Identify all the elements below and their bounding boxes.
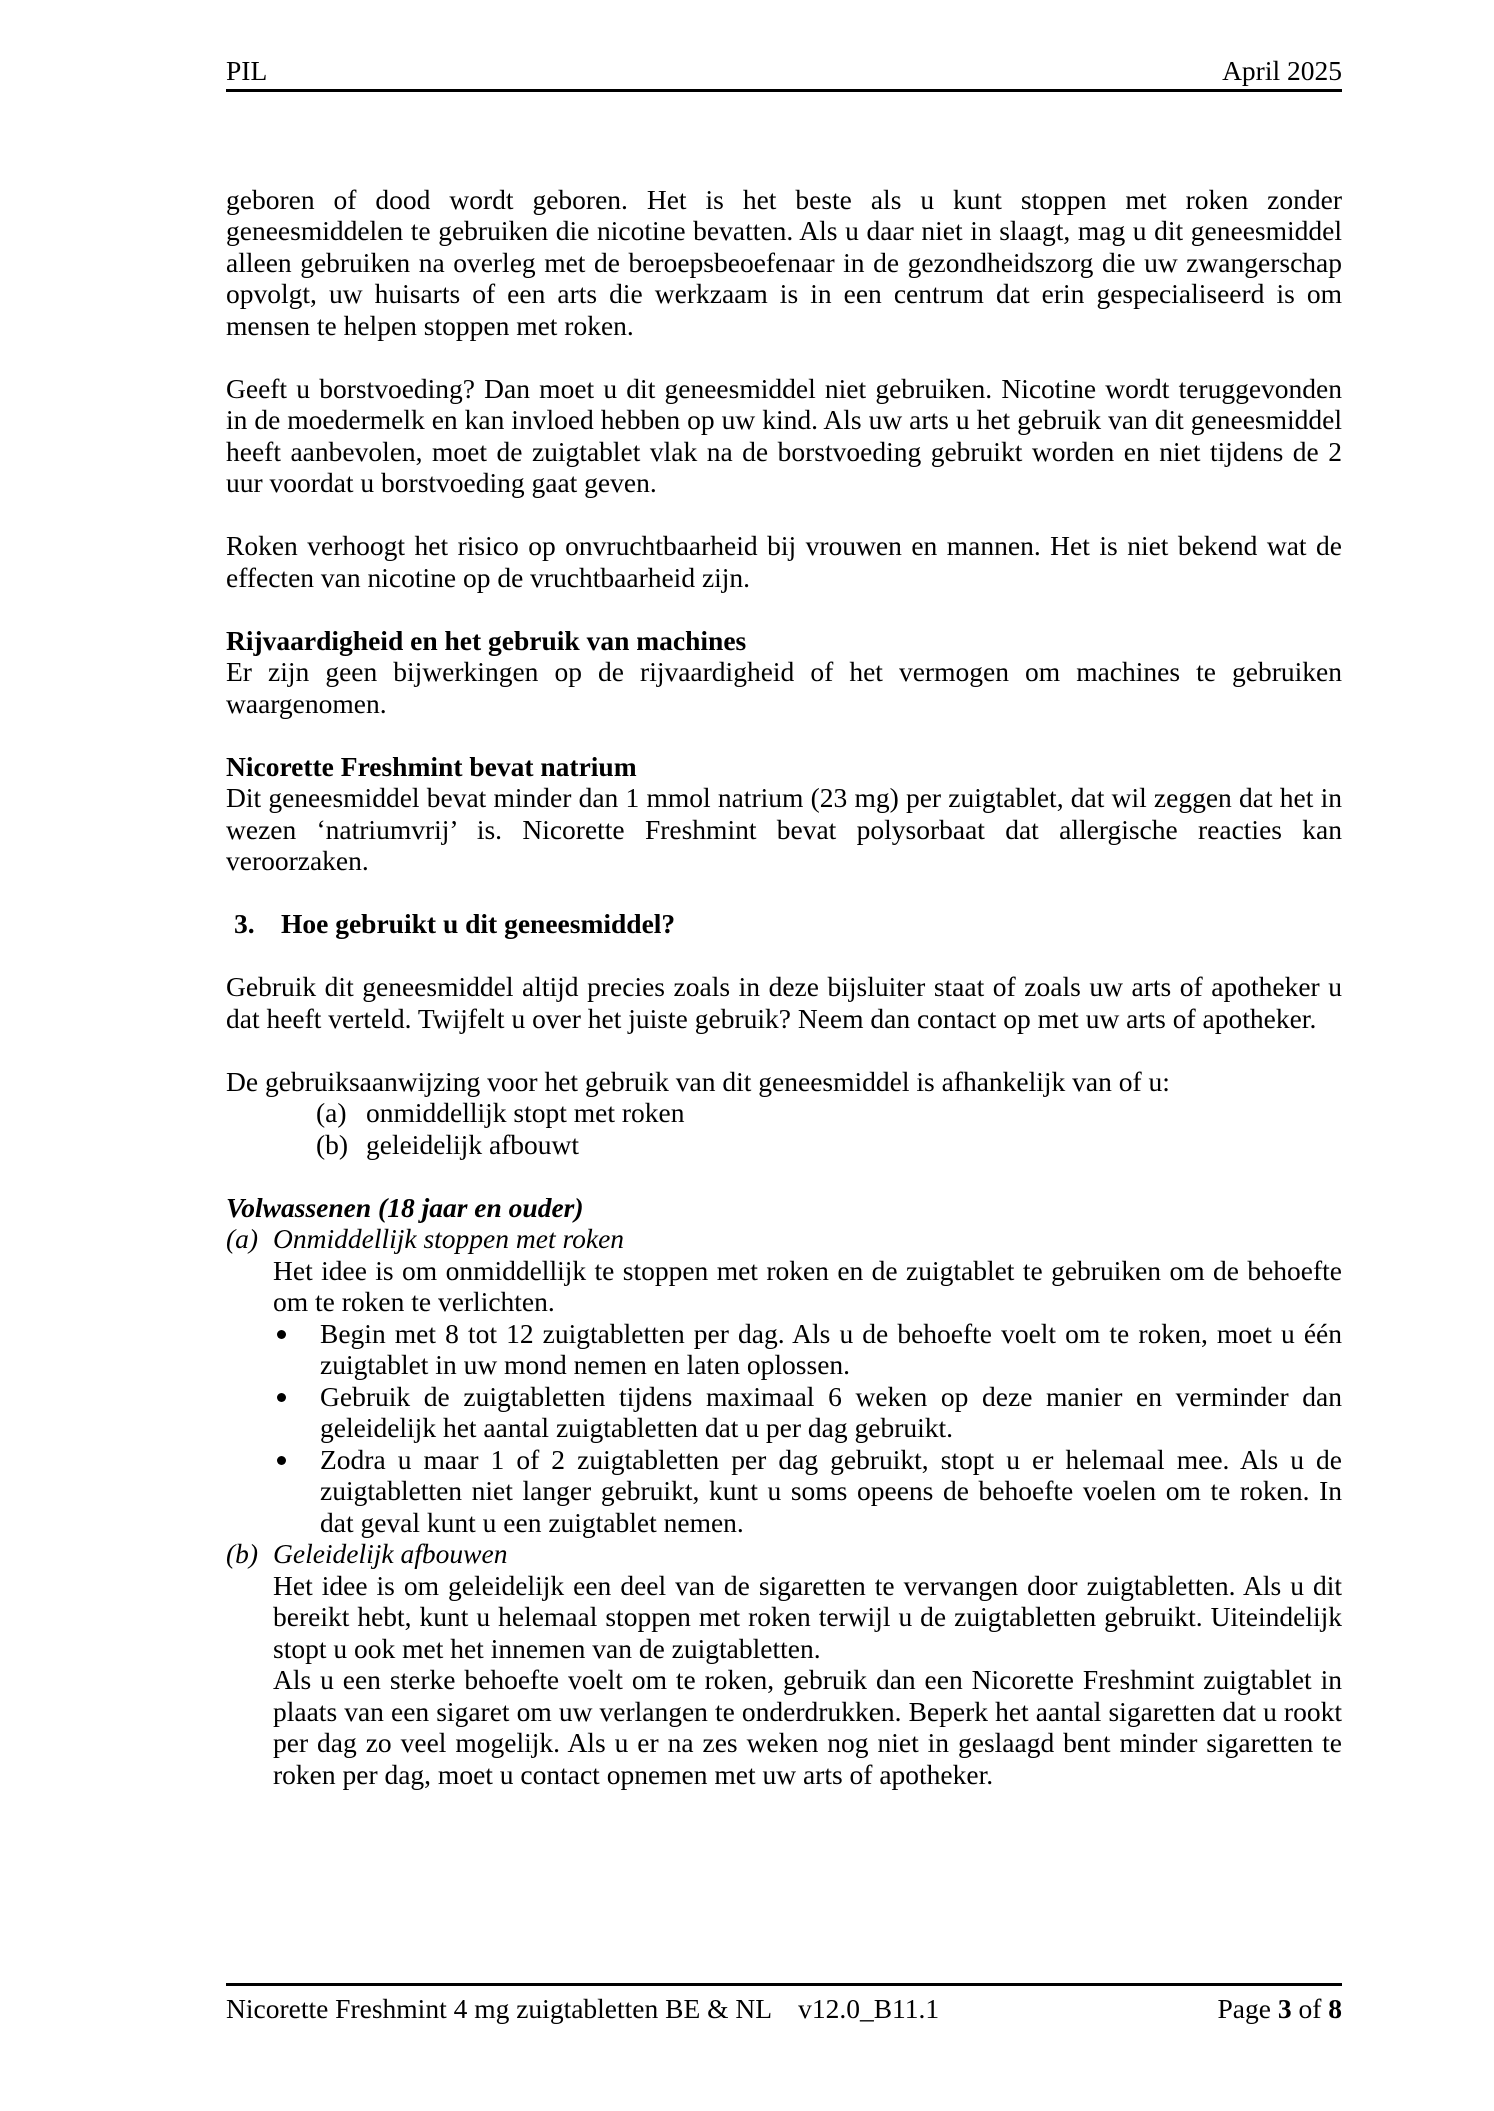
bullet-item-six-weeks: Gebruik de zuigtabletten tijdens maximaal 6 weken op deze manier en verminder dan geleidelijk het aantal zuigtabletten dat u per dag gebruikt. bbox=[320, 1380, 1342, 1443]
footer-page-current: 3 bbox=[1277, 1993, 1292, 2024]
section-3-heading bbox=[226, 908, 1342, 940]
footer-page-total: 8 bbox=[1328, 1993, 1342, 2024]
bullet-item-stop-completely: Zodra u maar 1 of 2 zuigtabletten per dag gebruikt, stopt u er helemaal mee. Als u de zuigtabletten niet langer gebruikt, kunt u soms opeens de behoefte voelen om te roken. In dat geval kunt u een zuigtablet nemen. bbox=[320, 1443, 1342, 1538]
choice-b-marker: (b) bbox=[316, 1128, 349, 1160]
paragraph-breastfeeding: Geeft u borstvoeding? Dan moet u dit geneesmiddel niet gebruiken. Nicotine wordt teruggevonden in de moedermelk en kan invloed hebben op uw kind. Als uw arts u het gebruik van dit geneesmiddel heeft aanbevolen, moet de zuigtablet vlak na de borstvoeding gebruikt worden en niet tijdens de 2 uur voordat u borstvoeding gaat geven. bbox=[226, 372, 1342, 498]
choice-item-a bbox=[316, 1097, 1342, 1129]
section-3-title: Hoe gebruikt u dit geneesmiddel? bbox=[281, 908, 676, 939]
choice-item-b bbox=[316, 1129, 1342, 1161]
paragraph-gradual-intro: Het idee is om geleidelijk een deel van de sigaretten te vervangen door zuigtabletten. Als u dit bereikt hebt, kunt u helemaal stoppen met roken terwijl u de zuigtabletten gebruikt. Uiteindelijk stopt u ook met het innemen van de zuigtabletten. bbox=[273, 1569, 1342, 1664]
choice-b-label: geleidelijk afbouwt bbox=[366, 1128, 580, 1160]
page-header bbox=[226, 0, 1342, 92]
footer-left-group bbox=[226, 1993, 939, 2025]
heading-sodium-content: Nicorette Freshmint bevat natrium bbox=[226, 750, 637, 782]
footer-version: v12.0_B11.1 bbox=[798, 1993, 940, 2024]
bullet-item-start-dose: Begin met 8 tot 12 zuigtabletten per dag. Als u de behoefte voelt om te roken, moet u één zuigtablet in uw mond nemen en laten oplossen. bbox=[320, 1317, 1342, 1380]
paragraph-fertility: Roken verhoogt het risico op onvruchtbaarheid bij vrouwen en mannen. Het is niet bekend wat de effecten van nicotine op de vruchtbaarheid zijn. bbox=[226, 530, 1342, 593]
subsection-a-marker: (a) bbox=[226, 1223, 259, 1254]
paragraph-immediate-quit-intro: Het idee is om onmiddellijk te stoppen met roken en de zuigtablet te gebruiken om de behoefte om te roken te verlichten. bbox=[273, 1254, 1342, 1317]
page-footer bbox=[226, 1983, 1342, 2025]
footer-page-indicator bbox=[1217, 1993, 1342, 2025]
footer-page-of: of bbox=[1298, 1993, 1322, 2024]
bullet-list-immediate-quit bbox=[226, 1318, 1342, 1539]
paragraph-driving-machines: Er zijn geen bijwerkingen op de rijvaardigheid of het vermogen om machines te gebruiken waargenomen. bbox=[226, 656, 1342, 719]
header-date: April 2025 bbox=[1222, 55, 1342, 86]
footer-product: Nicorette Freshmint 4 mg zuigtabletten BE & NL bbox=[226, 1993, 773, 2024]
heading-driving-machines: Rijvaardigheid en het gebruik van machines bbox=[226, 624, 747, 656]
paragraph-usage-instructions: Gebruik dit geneesmiddel altijd precies zoals in deze bijsluiter staat of zoals uw arts of apotheker u dat heeft verteld. Twijfelt u over het juiste gebruik? Neem dan contact op met uw arts of apotheker. bbox=[226, 971, 1342, 1034]
document-content bbox=[226, 0, 1342, 1790]
choice-a-marker: (a) bbox=[316, 1097, 347, 1128]
section-3-number: 3. bbox=[234, 908, 255, 939]
subsection-b-title: Geleidelijk afbouwen bbox=[273, 1538, 508, 1569]
paragraph-gradual-advice: Als u een sterke behoefte voelt om te roken, gebruik dan een Nicorette Freshmint zuigtablet in plaats van een sigaret om uw verlangen te onderdrukken. Beperk het aantal sigaretten dat u rookt per dag zo veel mogelijk. Als u er na zes weken nog niet in geslaagd bent minder sigaretten te roken per dag, moet u contact opnemen met uw arts of apotheker. bbox=[273, 1664, 1342, 1790]
paragraph-sodium-content: Dit geneesmiddel bevat minder dan 1 mmol natrium (23 mg) per zuigtablet, dat wil zeggen dat het in wezen ‘natriumvrij’ is. Nicorette Freshmint bevat polysorbaat dat allergische reacties kan veroorzaken. bbox=[226, 782, 1342, 876]
subsection-a-heading bbox=[226, 1223, 1342, 1255]
header-doc-type-label: PIL bbox=[226, 55, 268, 86]
choice-a-label: onmiddellijk stopt met roken bbox=[366, 1097, 685, 1128]
subsection-b-marker: (b) bbox=[226, 1538, 259, 1569]
footer-page-label: Page bbox=[1217, 1993, 1271, 2024]
heading-adults: Volwassenen (18 jaar en ouder) bbox=[226, 1191, 584, 1223]
subsection-b-heading bbox=[226, 1538, 1342, 1570]
paragraph-pregnancy-continued: geboren of dood wordt geboren. Het is het beste als u kunt stoppen met roken zonder geneesmiddelen te gebruiken die nicotine bevatten. Als u daar niet in slaagt, mag u dit geneesmiddel alleen gebruiken na overleg met de beroepsbeoefenaar in de gezondheidszorg die uw zwangerschap opvolgt, uw huisarts of een arts die werkzaam is in een centrum dat erin gespecialiseerd is om mensen te helpen stoppen met roken. bbox=[226, 183, 1342, 341]
paragraph-usage-dependency: De gebruiksaanwijzing voor het gebruik van dit geneesmiddel is afhankelijk van of u: bbox=[226, 1065, 1170, 1097]
subsection-a-title: Onmiddellijk stoppen met roken bbox=[273, 1223, 625, 1254]
